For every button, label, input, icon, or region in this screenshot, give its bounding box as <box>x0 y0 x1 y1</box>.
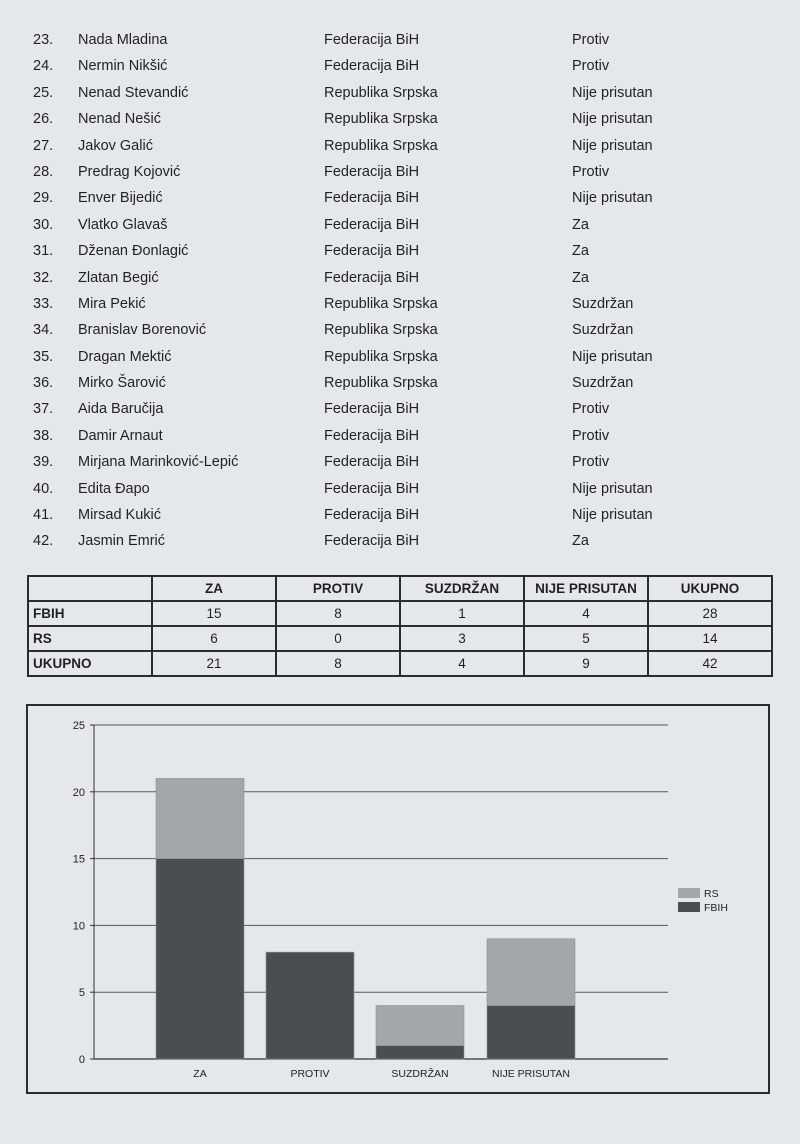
row-label: UKUPNO <box>28 651 152 676</box>
vote-value: Nije prisutan <box>572 507 653 524</box>
vote-row <box>0 424 800 450</box>
vote-value: Suzdržan <box>572 295 634 312</box>
row-number: 38. <box>33 427 54 444</box>
column-header: NIJE PRISUTAN <box>524 576 648 601</box>
vote-row <box>0 371 800 397</box>
row-number: 39. <box>33 454 54 471</box>
vote-value: Za <box>572 216 589 233</box>
legend-swatch-rs <box>678 888 700 898</box>
vote-value: Suzdržan <box>572 375 634 392</box>
column-header: ZA <box>152 576 276 601</box>
entity-name: Federacija BiH <box>324 480 420 497</box>
vote-row <box>0 213 800 239</box>
vote-row <box>0 345 800 371</box>
bar-fbih-3 <box>487 1006 575 1059</box>
entity-name: Federacija BiH <box>324 216 420 233</box>
table-row <box>28 601 772 626</box>
delegate-name: Predrag Kojović <box>78 163 181 180</box>
vote-value: Nije prisutan <box>572 84 653 101</box>
entity-name: Federacija BiH <box>324 507 420 524</box>
entity-name: Republika Srpska <box>324 322 438 339</box>
bar-rs-0 <box>156 778 244 858</box>
row-number: 42. <box>33 533 54 550</box>
delegate-name: Mirjana Marinković-Lepić <box>78 454 239 471</box>
entity-name: Federacija BiH <box>324 533 420 550</box>
table-cell: 15 <box>152 601 276 626</box>
y-tick-label: 5 <box>78 987 85 1000</box>
vote-value: Protiv <box>572 58 610 75</box>
vote-row <box>0 318 800 344</box>
entity-name: Federacija BiH <box>324 163 420 180</box>
vote-value: Za <box>572 243 589 260</box>
table-cell: 8 <box>276 651 400 676</box>
table-cell: 8 <box>276 601 400 626</box>
table-cell: 28 <box>648 601 772 626</box>
row-number: 34. <box>33 322 54 339</box>
vote-row <box>0 107 800 133</box>
vote-row <box>0 503 800 529</box>
delegate-name: Damir Arnaut <box>78 427 163 444</box>
row-number: 32. <box>33 269 54 286</box>
delegate-name: Nenad Stevandić <box>78 84 189 101</box>
entity-name: Republika Srpska <box>324 84 438 101</box>
x-category-label: NIJE PRISUTAN <box>492 1068 570 1080</box>
vote-row <box>0 54 800 80</box>
vote-row <box>0 292 800 318</box>
delegate-name: Mira Pekić <box>78 295 146 312</box>
delegate-name: Enver Bijedić <box>78 190 163 207</box>
x-category-label: PROTIV <box>290 1068 330 1080</box>
vote-value: Nije prisutan <box>572 480 653 497</box>
vote-value: Protiv <box>572 32 610 48</box>
x-category-label: ZA <box>193 1068 207 1080</box>
delegate-name: Zlatan Begić <box>78 269 159 286</box>
row-number: 23. <box>33 32 54 48</box>
vote-value: Nije prisutan <box>572 348 653 365</box>
chart-frame <box>26 704 770 1094</box>
row-number: 30. <box>33 216 54 233</box>
row-number: 28. <box>33 163 54 180</box>
table-cell: 3 <box>400 626 524 651</box>
entity-name: Federacija BiH <box>324 454 420 471</box>
legend-label-rs: RS <box>704 888 719 900</box>
vote-value: Za <box>572 269 589 286</box>
row-number: 35. <box>33 348 54 365</box>
table-cell: 0 <box>276 626 400 651</box>
entity-name: Federacija BiH <box>324 427 420 444</box>
bar-fbih-0 <box>156 859 244 1059</box>
row-number: 36. <box>33 375 54 392</box>
bar-rs-2 <box>376 1006 464 1046</box>
vote-row <box>0 134 800 160</box>
delegate-name: Edita Đapo <box>78 480 150 497</box>
table-cell: 4 <box>524 601 648 626</box>
entity-name: Federacija BiH <box>324 243 420 260</box>
delegate-name: Mirsad Kukić <box>78 507 161 524</box>
vote-row <box>0 450 800 476</box>
entity-name: Republika Srpska <box>324 111 438 128</box>
legend-label-fbih: FBIH <box>704 902 728 914</box>
table-cell: 1 <box>400 601 524 626</box>
vote-value: Protiv <box>572 163 610 180</box>
row-number: 41. <box>33 507 54 524</box>
vote-row <box>0 186 800 212</box>
y-tick-label: 25 <box>72 720 85 732</box>
delegate-name: Jasmin Emrić <box>78 533 166 550</box>
entity-name: Federacija BiH <box>324 269 420 286</box>
table-row <box>28 626 772 651</box>
table-cell: 21 <box>152 651 276 676</box>
legend-swatch-fbih <box>678 902 700 912</box>
delegate-name: Nada Mladina <box>78 32 168 48</box>
vote-value: Nije prisutan <box>572 190 653 207</box>
entity-name: Republika Srpska <box>324 348 438 365</box>
table-cell: 42 <box>648 651 772 676</box>
vote-row <box>0 160 800 186</box>
y-tick-label: 10 <box>72 920 85 933</box>
vote-row <box>0 529 800 555</box>
entity-name: Federacija BiH <box>324 401 420 418</box>
y-tick-label: 15 <box>72 853 85 866</box>
bar-rs-3 <box>487 939 575 1006</box>
row-number: 27. <box>33 137 54 154</box>
vote-list <box>0 28 800 556</box>
table-cell: 9 <box>524 651 648 676</box>
column-header: UKUPNO <box>648 576 772 601</box>
x-category-label: SUZDRŽAN <box>391 1068 449 1080</box>
delegate-name: Dženan Đonlagić <box>78 243 189 260</box>
row-label: RS <box>28 626 152 651</box>
entity-name: Republika Srpska <box>324 295 438 312</box>
delegate-name: Jakov Galić <box>78 137 153 154</box>
table-cell: 4 <box>400 651 524 676</box>
table-cell: 6 <box>152 626 276 651</box>
row-number: 24. <box>33 58 54 75</box>
summary-table <box>27 575 773 677</box>
vote-row <box>0 81 800 107</box>
entity-name: Federacija BiH <box>324 190 420 207</box>
delegate-name: Branislav Borenović <box>78 322 207 339</box>
vote-row <box>0 239 800 265</box>
entity-name: Republika Srpska <box>324 375 438 392</box>
row-label: FBIH <box>28 601 152 626</box>
row-number: 25. <box>33 84 54 101</box>
y-tick-label: 20 <box>72 786 85 799</box>
bar-fbih-2 <box>376 1046 464 1059</box>
vote-row <box>0 266 800 292</box>
column-header <box>28 576 152 601</box>
vote-value: Protiv <box>572 454 610 471</box>
row-number: 40. <box>33 480 54 497</box>
y-tick-label: 0 <box>78 1054 85 1066</box>
delegate-name: Vlatko Glavaš <box>78 216 168 233</box>
column-header: PROTIV <box>276 576 400 601</box>
table-cell: 14 <box>648 626 772 651</box>
vote-value: Za <box>572 533 589 550</box>
delegate-name: Mirko Šarović <box>78 375 166 392</box>
vote-value: Nije prisutan <box>572 137 653 154</box>
delegate-name: Aida Baručija <box>78 401 164 418</box>
entity-name: Federacija BiH <box>324 58 420 75</box>
column-header: SUZDRŽAN <box>400 576 524 601</box>
row-number: 26. <box>33 111 54 128</box>
vote-value: Protiv <box>572 401 610 418</box>
table-cell: 5 <box>524 626 648 651</box>
vote-value: Nije prisutan <box>572 111 653 128</box>
delegate-name: Dragan Mektić <box>78 348 172 365</box>
vote-value: Suzdržan <box>572 322 634 339</box>
vote-value: Protiv <box>572 427 610 444</box>
entity-name: Republika Srpska <box>324 137 438 154</box>
row-number: 31. <box>33 243 54 260</box>
table-row <box>28 651 772 676</box>
delegate-name: Nenad Nešić <box>78 111 162 128</box>
row-number: 29. <box>33 190 54 207</box>
entity-name: Federacija BiH <box>324 32 420 48</box>
vote-row <box>0 397 800 423</box>
row-number: 37. <box>33 401 54 418</box>
bar-fbih-1 <box>266 952 354 1059</box>
vote-row <box>0 28 800 54</box>
table-header-row <box>28 576 772 601</box>
stacked-bar-chart <box>28 706 768 1092</box>
delegate-name: Nermin Nikšić <box>78 58 168 75</box>
row-number: 33. <box>33 295 54 312</box>
vote-row <box>0 477 800 503</box>
